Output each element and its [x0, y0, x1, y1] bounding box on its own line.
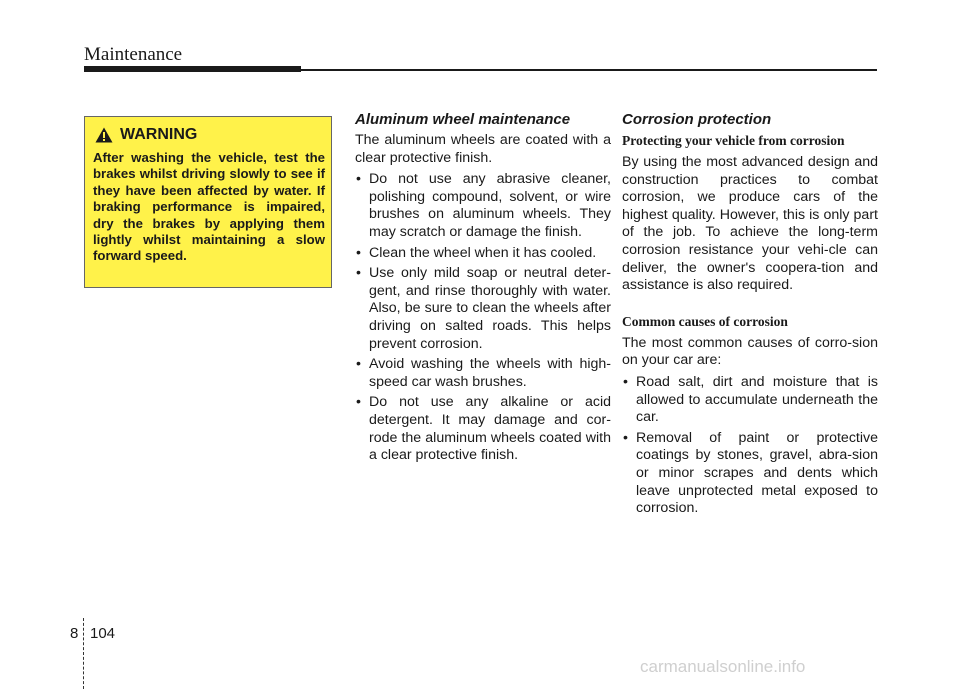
- warning-title: WARNING: [120, 126, 198, 143]
- page-number: 104: [90, 625, 116, 642]
- list-item: • Road salt, dirt and moisture that is allowed to accumulate underneath the car.: [623, 373, 878, 426]
- corrosion-subtitle-protecting: Protecting your vehicle from corrosion: [622, 133, 845, 148]
- warning-header: [95, 124, 197, 146]
- header-rule-thin: [301, 69, 877, 71]
- corrosion-subtitle-causes: Common causes of corrosion: [622, 313, 788, 329]
- corrosion-protection-section: [622, 110, 878, 521]
- footer-divider: [83, 618, 85, 689]
- header-rule-thick: [84, 66, 301, 72]
- corrosion-paragraph-2: The most common causes of corro-sion on your car are:: [622, 334, 878, 369]
- header-title: Maintenance: [84, 44, 183, 65]
- wheel-bullet-list: [355, 171, 611, 465]
- watermark-text: carmanualsonline.info: [640, 657, 806, 676]
- list-item: • Do not use any alkaline or acid detergent. It may damage and cor-rode the aluminum wheels coated with a clear protective finish.: [356, 394, 611, 464]
- corrosion-section-title: Corrosion protection: [622, 111, 772, 128]
- list-item: • Do not use any abrasive cleaner, polishing compound, solvent, or wire brushes on aluminum wheels. They may scratch or damage the finish.: [356, 171, 611, 240]
- wheel-maintenance-section: [355, 110, 611, 468]
- warning-text: After washing the vehicle, test the brakes whilst driving slowly to see if they have been affected by water. If braking performance is impaired, dry the brakes by applying them lightly whilst maintaining a slow forward speed.: [93, 150, 325, 264]
- wheel-section-intro: The aluminum wheels are coated with a clear protective finish.: [355, 132, 611, 166]
- warning-triangle-icon: [95, 127, 113, 143]
- chapter-number: 8: [70, 625, 79, 642]
- list-item: • Removal of paint or protective coatings by stones, gravel, abra-sion or minor scrapes and dents which leave unprotected metal exposed to corrosion.: [623, 429, 878, 517]
- wheel-section-title: Aluminum wheel maintenance: [355, 111, 571, 128]
- list-item: • Avoid washing the wheels with high-speed car wash brushes.: [356, 356, 611, 390]
- warning-box: [84, 116, 332, 288]
- list-item: • Use only mild soap or neutral deter-gent, and rinse thoroughly with water. Also, be sure to clean the wheels after driving on salted roads. This helps prevent corrosion.: [356, 265, 611, 352]
- corrosion-bullet-list: [622, 374, 878, 518]
- list-item: • Clean the wheel when it has cooled.: [356, 244, 597, 261]
- corrosion-paragraph-1: By using the most advanced design and construction practices to combat corrosion, we produce cars of the highest quality. However, this is only part of the job. To achieve the long-term corrosion resistance your vehi-cle can deliver, the owner's coopera-tion and assistance is also required.: [622, 154, 878, 294]
